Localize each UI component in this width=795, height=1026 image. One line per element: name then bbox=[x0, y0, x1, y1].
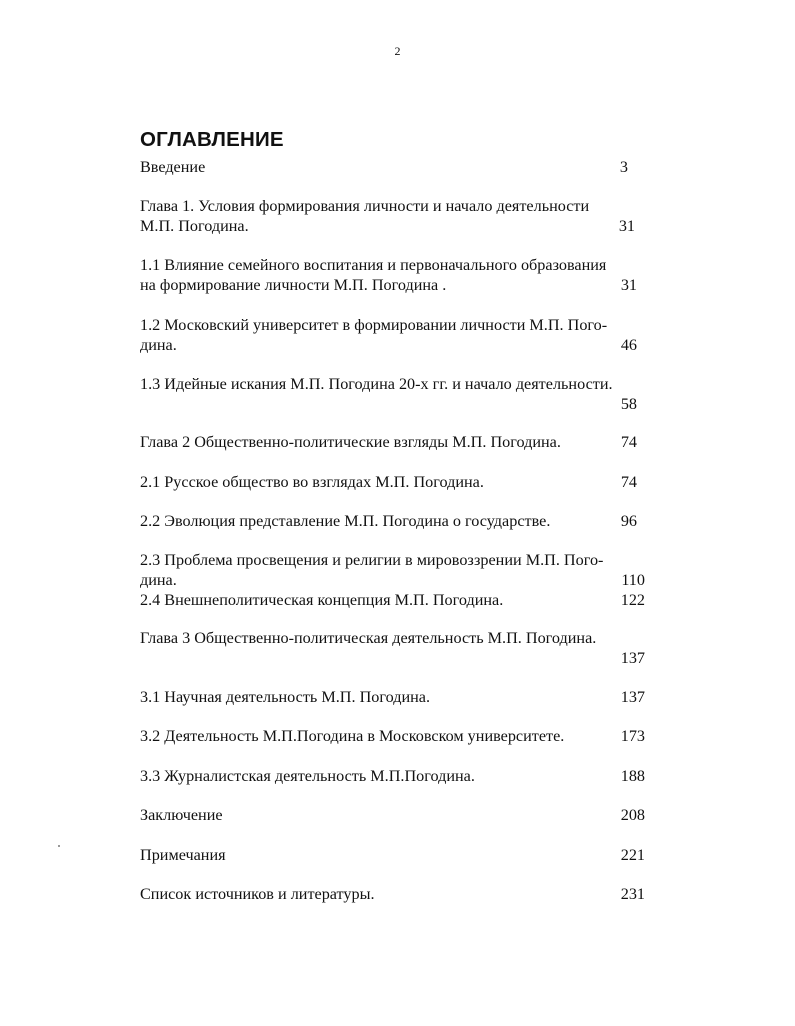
toc-entry-page: 137 bbox=[620, 688, 645, 706]
toc-entry bbox=[140, 315, 645, 355]
toc-entry-page: 3 bbox=[619, 158, 628, 176]
toc-entry-text: М.П. Погодина. bbox=[140, 217, 249, 235]
toc-entry-text: Введение bbox=[140, 158, 206, 176]
toc-entry-text: Список источников и литературы. bbox=[140, 885, 375, 903]
toc-entry-text: 2.2 Эволюция представление М.П. Погодина о государстве. bbox=[140, 512, 551, 530]
toc-entry bbox=[140, 628, 645, 668]
toc-entry-page: 96 bbox=[620, 512, 637, 530]
toc-entry-text: 2.3 Проблема просвещения и религии в мировоззрении М.П. Пого- bbox=[140, 551, 604, 569]
toc-entry-text: Глава 3 Общественно-политическая деятельность М.П. Погодина. bbox=[140, 629, 597, 647]
toc-entry-page: 231 bbox=[620, 885, 645, 903]
toc-entry bbox=[140, 196, 645, 236]
page-number: 2 bbox=[394, 44, 401, 58]
toc-entry-page: 74 bbox=[620, 473, 637, 491]
toc-entry-text: дина. bbox=[140, 336, 177, 354]
toc-entry-page: 31 bbox=[620, 276, 637, 294]
toc-entry-text: Примечания bbox=[140, 846, 226, 864]
toc-entry-text: 3.1 Научная деятельность М.П. Погодина. bbox=[140, 688, 431, 706]
toc-entry-text: 2.4 Внешнеполитическая концепция М.П. Погодина. bbox=[140, 591, 504, 609]
toc-entry bbox=[140, 884, 645, 904]
toc-entry bbox=[140, 845, 645, 865]
toc-entry bbox=[140, 687, 645, 707]
toc-entry-text: Заключение bbox=[140, 806, 223, 824]
toc-entry bbox=[140, 550, 645, 590]
toc-entry bbox=[140, 374, 645, 414]
toc-entry-text: 1.3 Идейные искания М.П. Погодина 20-х гг. и начало деятельности. bbox=[140, 375, 613, 393]
toc-entry bbox=[140, 590, 645, 610]
toc-entry-page: 46 bbox=[620, 336, 637, 354]
toc-entry-text: 1.2 Московский университет в формировании личности М.П. Пого- bbox=[140, 316, 608, 334]
toc-entry bbox=[140, 805, 645, 825]
toc-entry-page: 208 bbox=[620, 806, 645, 824]
toc-entry-page: 137 bbox=[620, 649, 645, 667]
toc-entry bbox=[140, 432, 645, 452]
toc-entry-page: 173 bbox=[620, 727, 645, 745]
toc-entry bbox=[140, 472, 645, 492]
toc-entry-page: 58 bbox=[620, 395, 637, 413]
toc-title: ОГЛАВЛЕНИЕ bbox=[140, 128, 284, 151]
toc-entry-page: 122 bbox=[620, 591, 645, 609]
toc-entry bbox=[140, 157, 645, 177]
toc-entry bbox=[140, 766, 645, 786]
toc-entry-text: дина. bbox=[140, 571, 177, 589]
toc-entry-page: 74 bbox=[620, 433, 637, 451]
toc-entry bbox=[140, 511, 645, 531]
toc-entry-page: 221 bbox=[620, 846, 645, 864]
toc-entry bbox=[140, 726, 645, 746]
toc-entry-page: 31 bbox=[618, 217, 635, 235]
toc-entry-text: 3.3 Журналистская деятельность М.П.Погодина. bbox=[140, 767, 475, 785]
toc-entry-text: 1.1 Влияние семейного воспитания и первоначального образования bbox=[140, 256, 607, 274]
toc-entry bbox=[140, 255, 645, 295]
toc-entry-page: 110 bbox=[621, 571, 645, 589]
toc-entry-page: 188 bbox=[620, 767, 645, 785]
toc-entry-text: Глава 1. Условия формирования личности и начало деятельности bbox=[140, 197, 590, 215]
toc-entry-text: на формирование личности М.П. Погодина . bbox=[140, 276, 447, 294]
toc-entry-text: 2.1 Русское общество во взглядах М.П. Погодина. bbox=[140, 473, 484, 491]
scan-speck bbox=[58, 845, 60, 847]
toc-entry-text: 3.2 Деятельность М.П.Погодина в Московском университете. bbox=[140, 727, 565, 745]
toc-entry-text: Глава 2 Общественно-политические взгляды М.П. Погодина. bbox=[140, 433, 561, 451]
